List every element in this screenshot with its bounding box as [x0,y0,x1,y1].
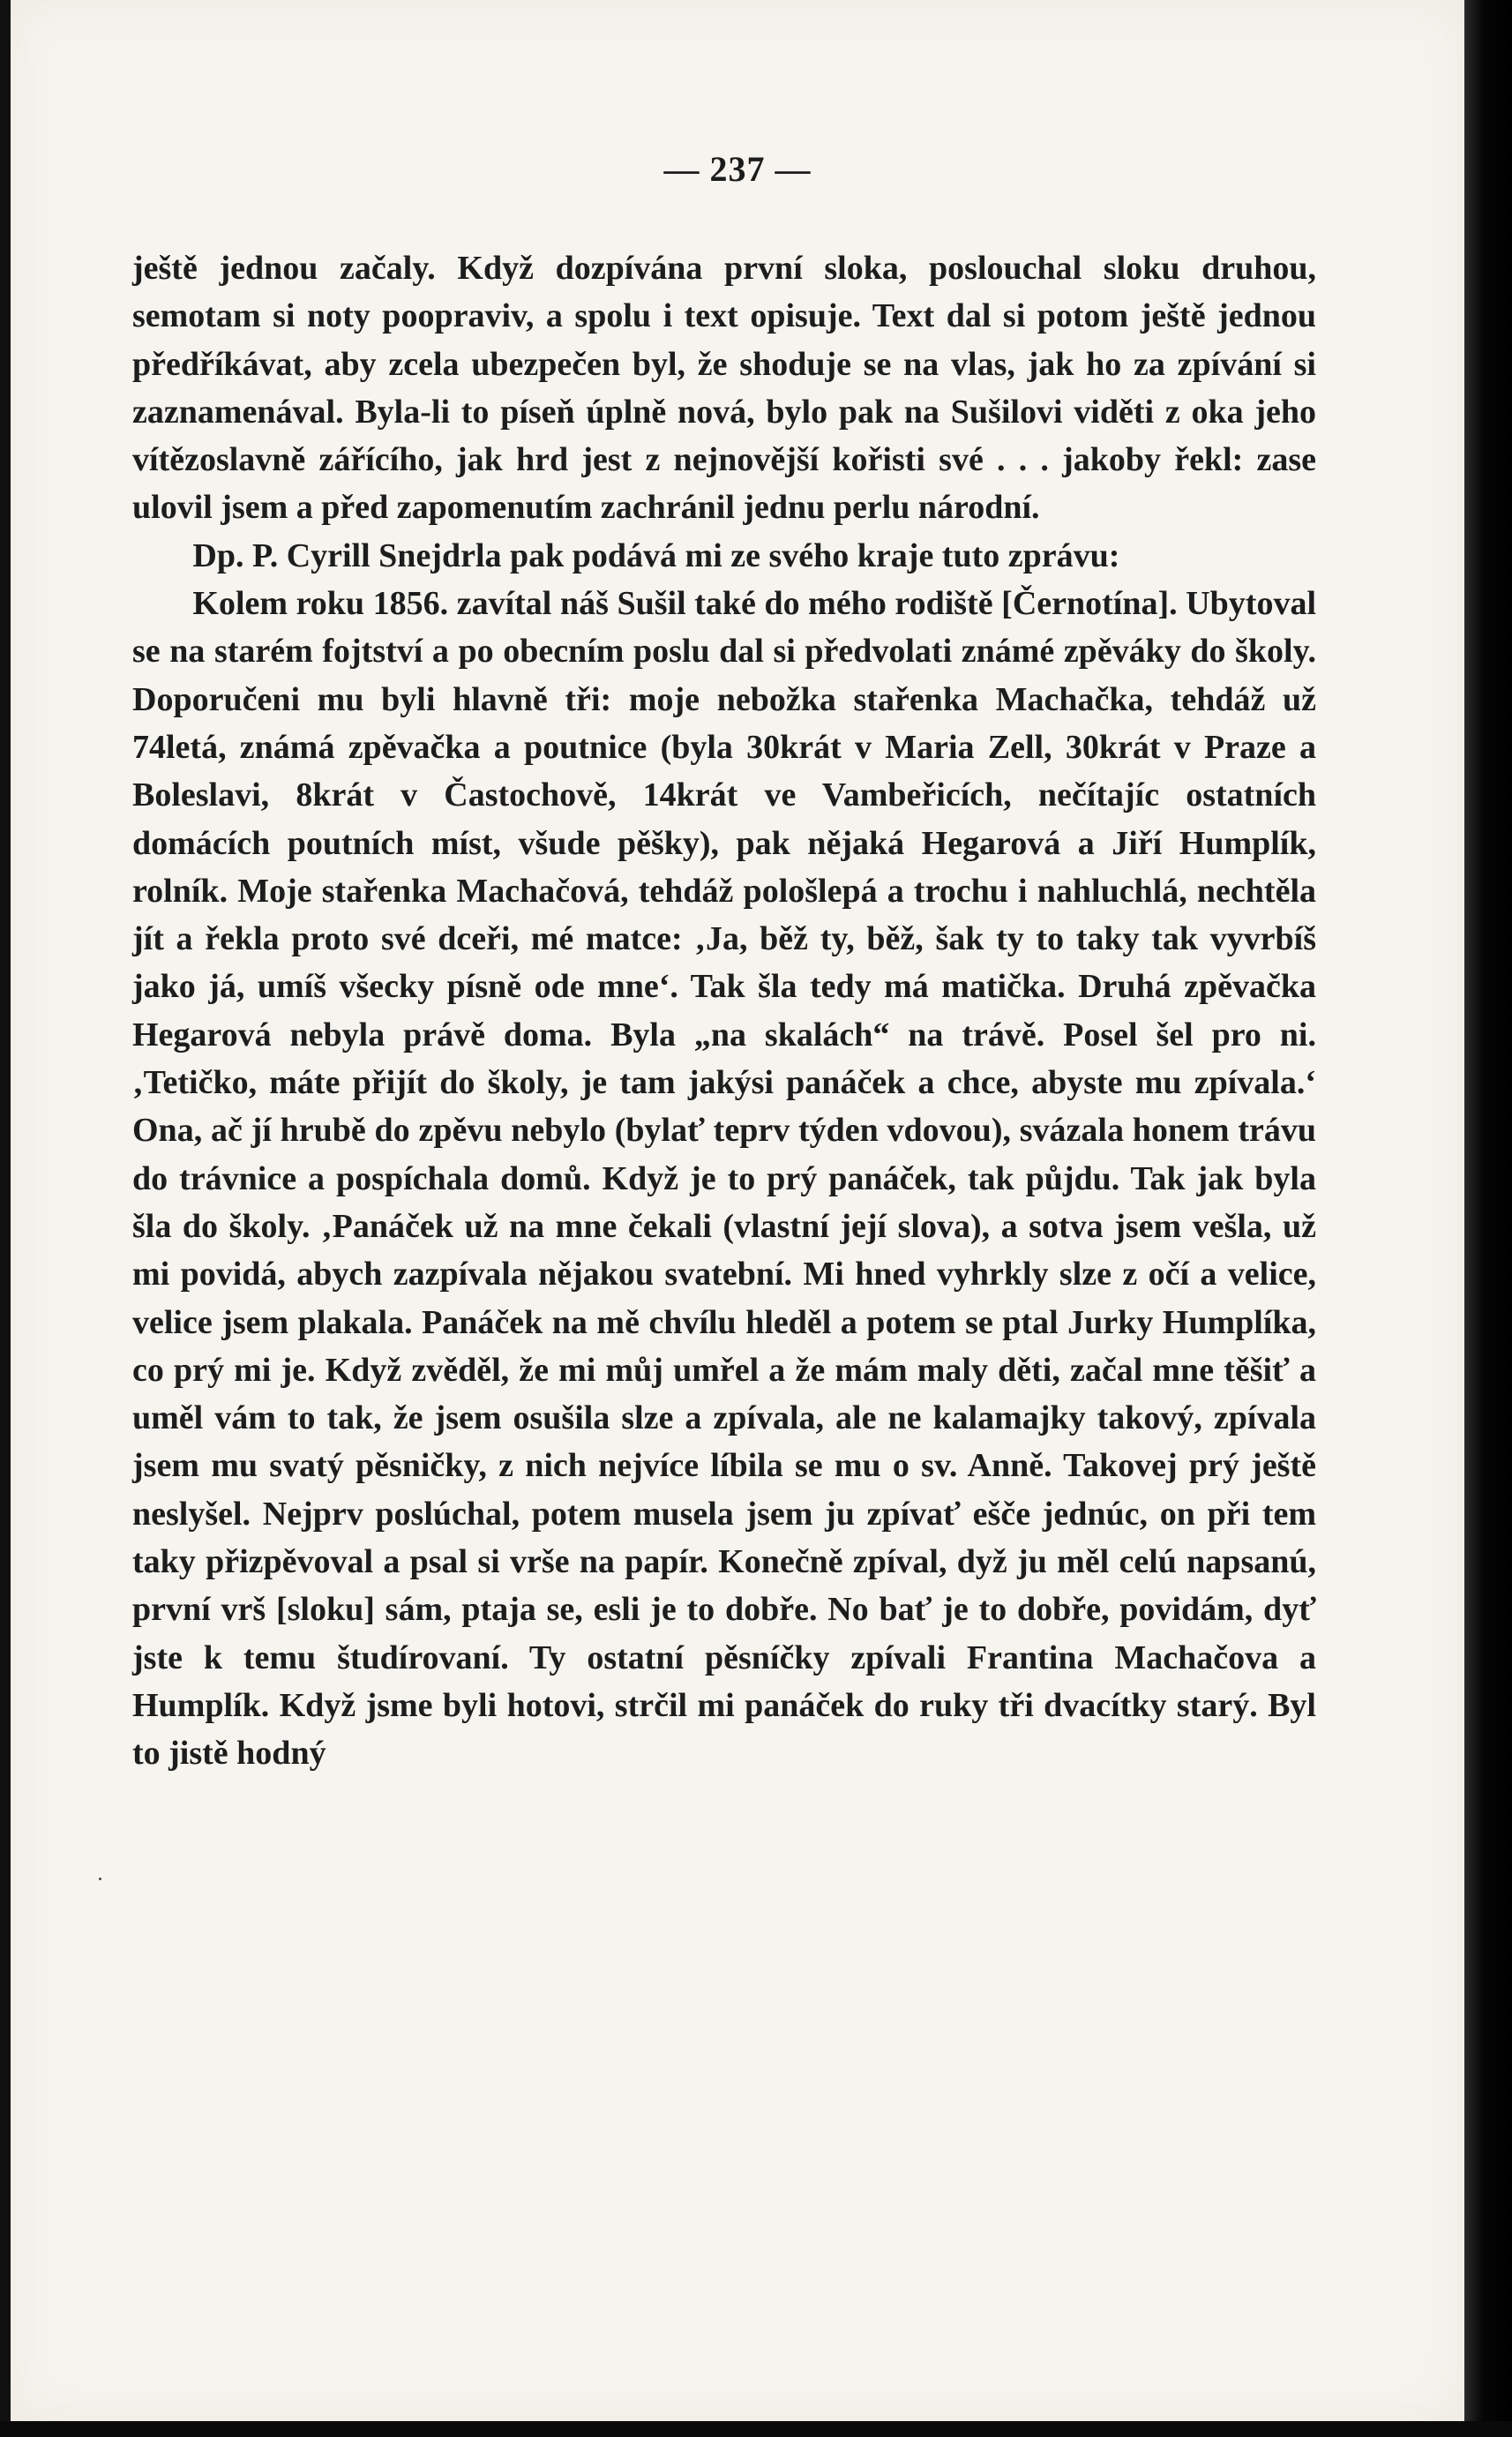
paragraph-snejdrla-intro: Dp. P. Cyrill Snejdrla pak podává mi ze svého kraje tuto zprávu: [192,536,1120,574]
page-number: — 237 — [663,149,812,189]
body-text [132,244,1316,1778]
scan-border-bottom [0,2421,1512,2437]
paragraph-account: Kolem roku 1856. zavítal náš Sušil také do mého rodiště [Černotína]. Ubytoval se na starém fojtství a po obecním poslu dal si předvolati známé zpěváky do školy. Doporučeni mu byli hlavně tři: moje nebožka stařenka Machačka, tehdáž už 74letá, známá zpěvačka a poutnice (byla 30krát v Maria Zell, 30krát v Praze a Boleslavi, 8krát v Častochově, 14krát ve Vambeřicích, nečítajíc ostatních domácích poutních míst, všude pěšky), pak nějaká Hegarová a Jiří Humplík, rolník. Moje stařenka Machačová, tehdáž pološlepá a trochu i nahluchlá, nechtěla jít a řekla proto své dceři, mé matce: ‚Ja, běž ty, běž, šak ty to taky tak vyvrbíš jako já, umíš všecky písně ode mne‘. Tak šla tedy má matička. Druhá zpěvačka Hegarová nebyla právě doma. Byla „na skalách“ na trávě. Posel šel pro ni. ‚Tetičko, máte přijít do školy, je tam jakýsi panáček a chce, abyste mu zpívala.‘ Ona, ač jí hrubě do zpěvu nebylo (bylať teprv týden vdovou), svázala honem trávu do trávnice a pospíchala domů. Když je to prý panáček, tak půjdu. Tak jak byla šla do školy. ‚Panáček už na mne čekali (vlastní její slova), a sotva jsem vešla, už mi povidá, abych zazpívala nějakou svatební. Mi hned vyhrkly slze z očí a velice, velice jsem plakala. Panáček na mě chvílu hleděl a potem se ptal Jurky Humplíka, co prý mi je. Když zvěděl, že mi můj umřel a že mám maly děti, začal mne těšiť a uměl vám to tak, že jsem osušila slze a zpívala, ale ne kalamajky takový, zpívala jsem mu svatý pěsničky, z nich nejvíce líbila se mu o sv. Anně. Takovej prý ještě neslyšel. Nejprv poslúchal, potem musela jsem ju zpívať ešče jednúc, on při tem taky přizpěvoval a psal si vrše na papír. Konečně zpíval, dyž ju měl celú napsanú, první vrš [sloku] sám, ptaja se, esli je to dobře. No bať je to dobře, povidám, dyť jste k temu študírovaní. Ty ostatní pěsníčky zpívali Frantina Machačova a Humplík. Když jsme byli hotovi, strčil mi panáček do ruky tři dvacítky starý. Byl to jistě hodný [132,585,1316,1773]
scan-border-right [1464,0,1512,2437]
paragraph-continuation: ještě jednou začaly. Když dozpívána první sloka, poslouchal sloku druhou, semotam si noty poopraviv, a spolu i text opisuje. Text dal si potom ještě jednou předříkávat, aby zcela ubezpečen byl, že shoduje se na vlas, jak ho za zpívání si zaznamenával. Byla-li to píseň úplně nová, bylo pak na Sušilovi viděti z oka jeho vítězoslavně zářícího, jak hrd jest z nejnovější kořisti své . . . jakoby řekl: zase ulovil jsem a před zapomenutím zachránil jednu perlu národní. [132,250,1316,527]
paper-speck [99,1878,101,1880]
scanned-page [11,0,1464,2421]
